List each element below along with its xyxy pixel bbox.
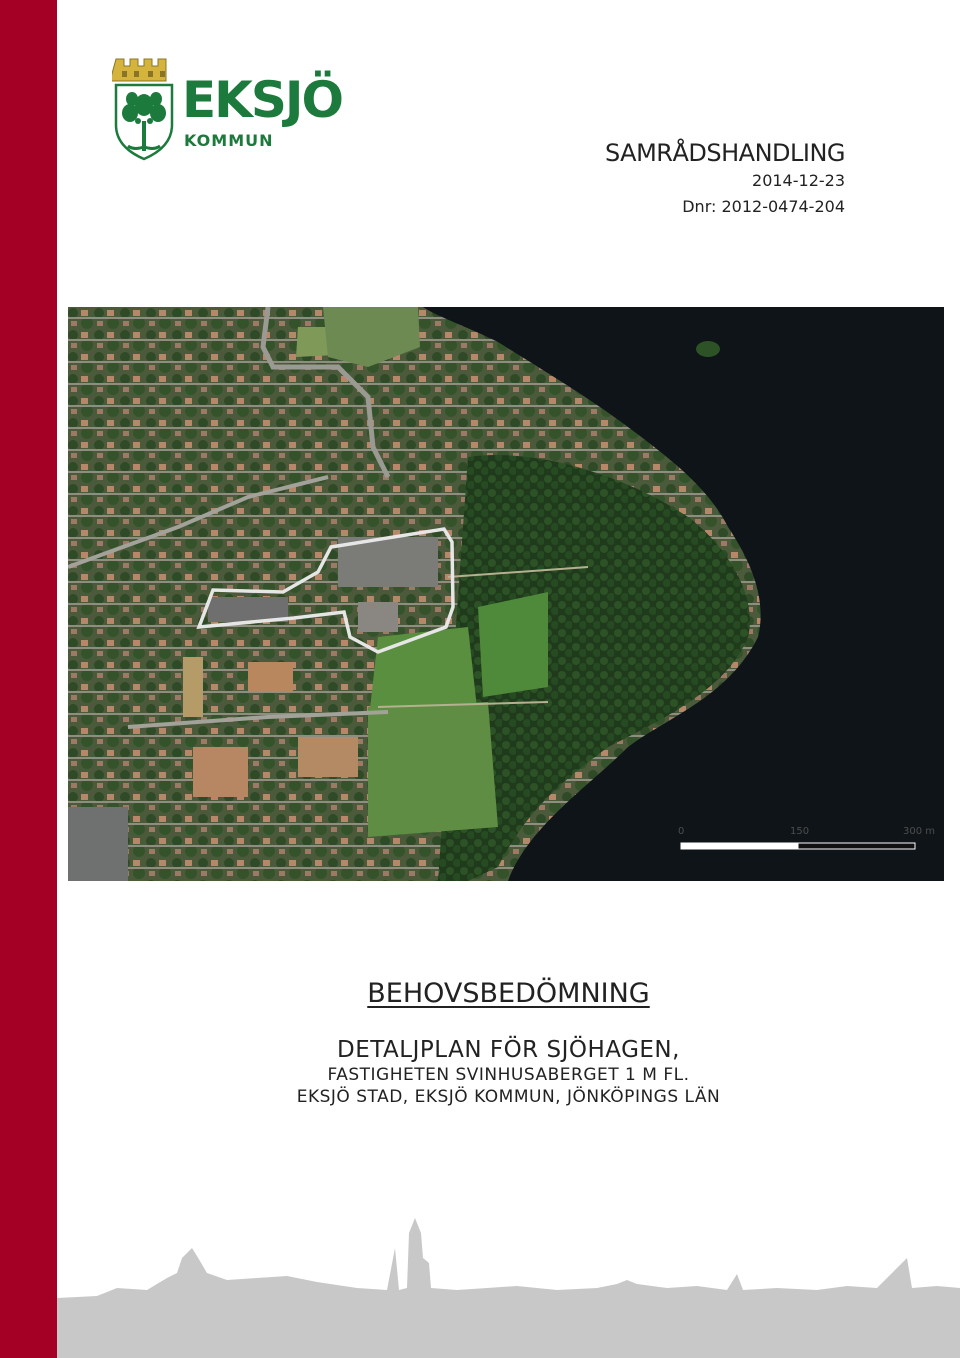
side-color-bar xyxy=(0,0,57,1358)
logo-name: EKSJÖ xyxy=(182,71,343,129)
scale-label-150: 150 xyxy=(790,826,810,837)
town-skyline-silhouette xyxy=(57,1218,960,1358)
eksjo-kommun-logo xyxy=(112,55,352,165)
property-line: FASTIGHETEN SVINHUSABERGET 1 M FL. xyxy=(327,1065,690,1085)
scale-label-300: 300 m xyxy=(903,826,936,837)
aerial-photo xyxy=(68,307,944,881)
document-type: SAMRÅDSHANDLING xyxy=(604,139,845,167)
document-dnr: Dnr: 2012-0474-204 xyxy=(682,197,845,216)
title-block xyxy=(57,976,960,1108)
scale-label-0: 0 xyxy=(678,826,685,837)
coat-of-arms-icon xyxy=(112,55,176,163)
location-line: EKSJÖ STAD, EKSJÖ KOMMUN, JÖNKÖPINGS LÄN xyxy=(296,1087,721,1107)
plan-subtitle: DETALJPLAN FÖR SJÖHAGEN, xyxy=(337,1037,680,1063)
document-date: 2014-12-23 xyxy=(752,171,845,190)
document-header xyxy=(605,138,845,220)
logo-subtitle: KOMMUN xyxy=(184,131,274,150)
aerial-map xyxy=(68,307,944,881)
main-title: BEHOVSBEDÖMNING xyxy=(367,978,650,1009)
